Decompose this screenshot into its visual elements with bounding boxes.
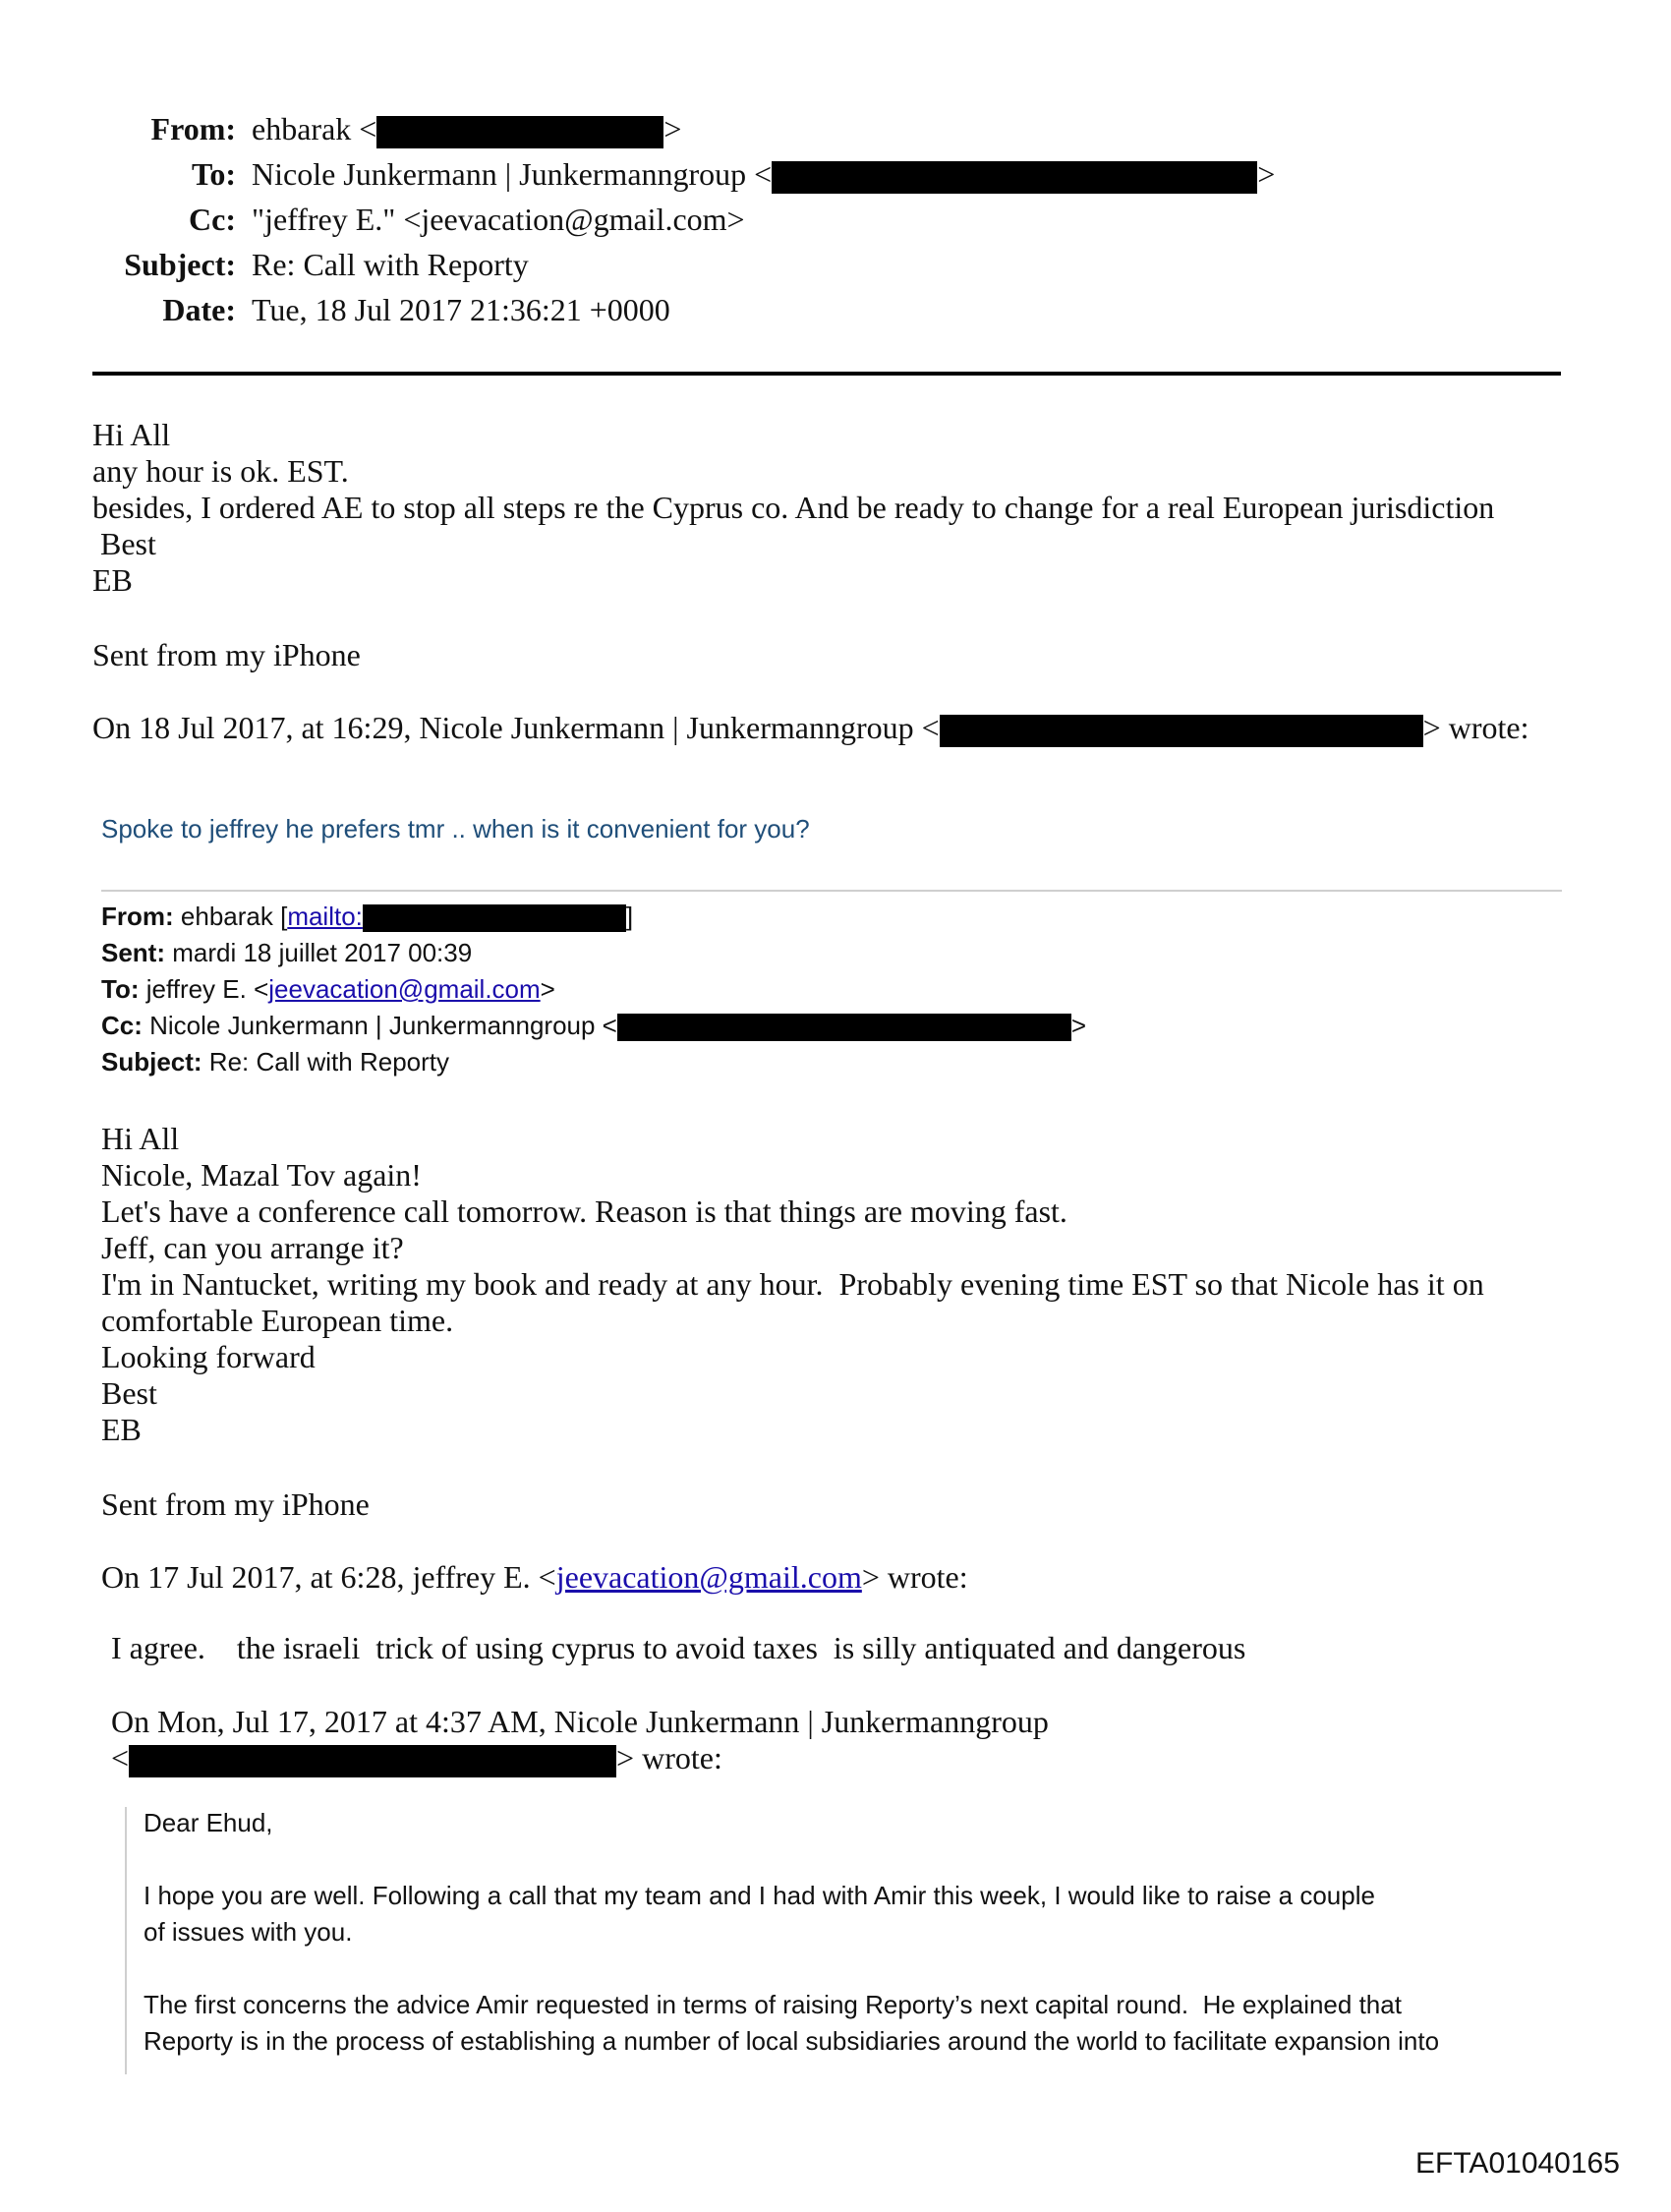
on-wrote-prefix: On 17 Jul 2017, at 6:28, jeffrey E. <	[101, 1559, 556, 1595]
redaction-block	[617, 1014, 1071, 1041]
reply1-line: any hour is ok. EST.	[92, 453, 349, 489]
fwd-to-value: jeffrey E. <	[139, 974, 269, 1004]
reply2-body	[101, 1121, 1484, 1448]
from-label: From:	[150, 111, 236, 146]
quoted-para2-line1: The first concerns the advice Amir requested in terms of raising Reporty’s next capital round. He explained that	[144, 1990, 1402, 2019]
fwd-sent-value: mardi 18 juillet 2017 00:39	[165, 938, 473, 967]
redaction-block	[129, 1745, 616, 1777]
reply2-line: Best	[101, 1375, 157, 1411]
fwd-subject-value: Re: Call with Reporty	[202, 1047, 449, 1077]
mailto-link[interactable]: mailto:	[287, 902, 363, 931]
reply2-line: comfortable European time.	[101, 1303, 454, 1338]
cc-value: "jeffrey E." <jeevacation@gmail.com>	[252, 202, 745, 237]
on-wrote-suffix: > wrote:	[1422, 710, 1529, 745]
subject-value: Re: Call with Reporty	[252, 247, 529, 282]
fwd-from-value: ehbarak [	[173, 902, 288, 931]
reply2-line: Nicole, Mazal Tov again!	[101, 1157, 422, 1193]
reply2-on-wrote	[101, 1559, 968, 1596]
reply1-line: EB	[92, 562, 133, 598]
quoted-para2-line2: Reporty is in the process of establishing a number of local subsidiaries around the world to facilitate expansion into	[144, 2026, 1440, 2056]
redaction-block	[376, 116, 663, 148]
forwarded-header	[101, 899, 1086, 1080]
fwd-from-tail: ]	[625, 902, 634, 931]
reply1-on-wrote	[92, 710, 1528, 747]
nicole-on-wrote-line1: On Mon, Jul 17, 2017 at 4:37 AM, Nicole Junkermann | Junkermanngroup	[111, 1704, 1049, 1739]
redaction-block	[772, 161, 1257, 194]
email-link[interactable]: jeevacation@gmail.com	[268, 974, 541, 1004]
header-divider	[92, 372, 1561, 376]
from-tail: >	[663, 111, 682, 146]
date-label: Date:	[162, 292, 236, 327]
fwd-subject-row	[101, 1044, 1086, 1080]
to-label: To:	[191, 156, 236, 192]
fwd-from-row	[101, 899, 1086, 935]
reply2-sent-from: Sent from my iPhone	[101, 1486, 370, 1522]
nicole-reply: Spoke to jeffrey he prefers tmr .. when is it convenient for you?	[101, 814, 810, 844]
on-wrote-prefix: <	[111, 1740, 130, 1775]
fwd-cc-tail: >	[1070, 1011, 1087, 1040]
reply1-sent-from: Sent from my iPhone	[92, 637, 361, 672]
to-tail: >	[1257, 156, 1276, 192]
forward-divider	[101, 890, 1562, 892]
fwd-cc-row	[101, 1008, 1086, 1044]
from-value: ehbarak <	[252, 111, 377, 146]
redaction-block	[363, 904, 626, 932]
subject-label: Subject:	[124, 247, 236, 282]
on-wrote-prefix: On 18 Jul 2017, at 16:29, Nicole Junkermann | Junkermanngroup <	[92, 710, 940, 745]
quoted-para1-line2: of issues with you.	[144, 1917, 353, 1947]
fwd-to-label: To:	[101, 974, 140, 1004]
quoted-para1-line1: I hope you are well. Following a call that my team and I had with Amir this week, I would like to raise a couple	[144, 1881, 1375, 1910]
cc-label: Cc:	[189, 202, 236, 237]
quote-bar	[125, 1807, 127, 2074]
reply2-line: Hi All	[101, 1121, 180, 1156]
reply2-line: Looking forward	[101, 1339, 316, 1374]
reply2-line: I'm in Nantucket, writing my book and ready at any hour. Probably evening time EST so that Nicole has it on	[101, 1266, 1484, 1302]
redaction-block	[940, 715, 1423, 747]
on-wrote-suffix: > wrote:	[861, 1559, 968, 1595]
fwd-cc-label: Cc:	[101, 1011, 143, 1040]
date-value: Tue, 18 Jul 2017 21:36:21 +0000	[252, 292, 670, 327]
fwd-from-label: From:	[101, 902, 174, 931]
fwd-to-tail: >	[540, 974, 555, 1004]
reply2-line: Jeff, can you arrange it?	[101, 1230, 404, 1265]
email-link[interactable]: jeevacation@gmail.com	[555, 1559, 862, 1595]
quoted-greeting: Dear Ehud,	[144, 1808, 273, 1837]
nicole-on-wrote-line2	[111, 1740, 722, 1777]
reply1-line: besides, I ordered AE to stop all steps re the Cyprus co. And be ready to change for a real European jurisdiction	[92, 490, 1495, 525]
on-wrote-suffix: > wrote:	[616, 1740, 722, 1775]
document-id: EFTA01040165	[1415, 2147, 1620, 2180]
fwd-subject-label: Subject:	[101, 1047, 202, 1077]
reply1-body	[92, 417, 1494, 599]
reply1-line: Best	[92, 526, 156, 561]
reply2-line: EB	[101, 1412, 142, 1447]
fwd-to-row	[101, 971, 1086, 1008]
fwd-sent-label: Sent:	[101, 938, 165, 967]
fwd-cc-value: Nicole Junkermann | Junkermanngroup <	[142, 1011, 617, 1040]
reply2-line: Let's have a conference call tomorrow. Reason is that things are moving fast.	[101, 1193, 1067, 1229]
to-value: Nicole Junkermann | Junkermanngroup <	[252, 156, 773, 192]
fwd-sent-row	[101, 935, 1086, 971]
reply1-line: Hi All	[92, 417, 171, 452]
jeffrey-reply: I agree. the israeli trick of using cyprus to avoid taxes is silly antiquated and dangerous	[111, 1630, 1246, 1665]
